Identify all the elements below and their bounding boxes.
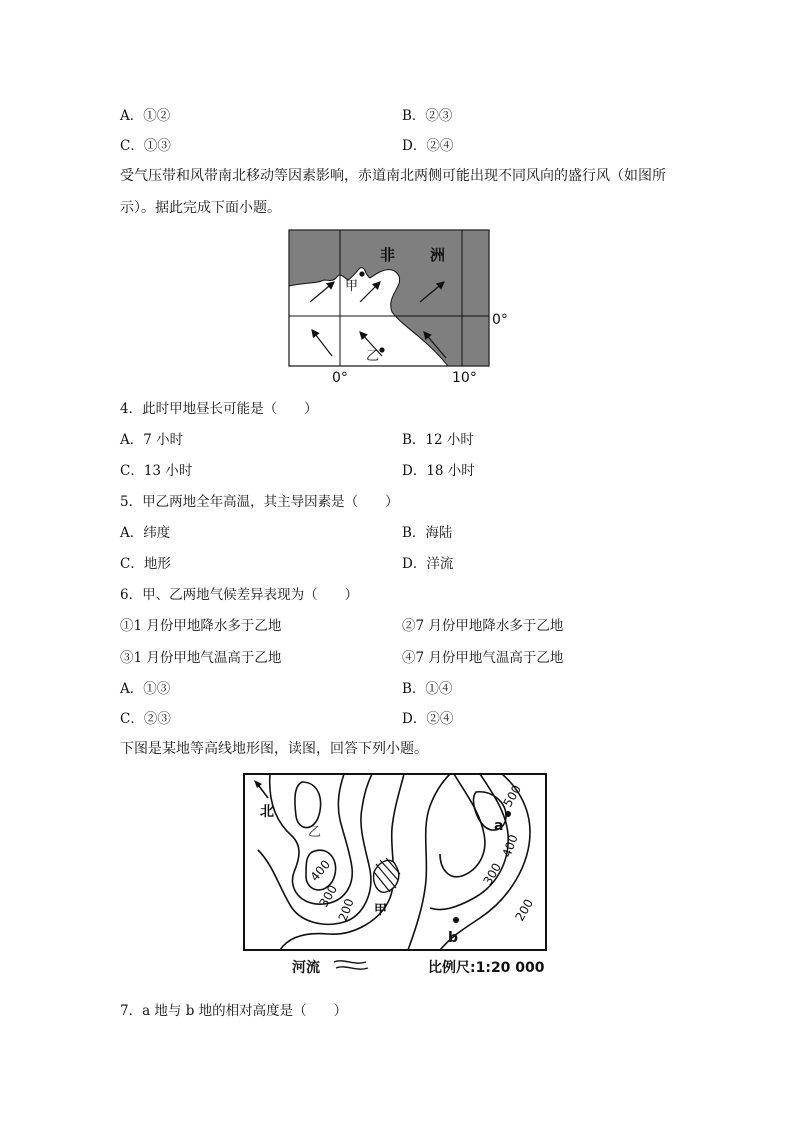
q5-stem: 5．甲乙两地全年高温，其主导因素是（ ）	[120, 494, 399, 510]
contour-label-400-left: 400	[307, 857, 334, 884]
passage1-line2: 示）。据此完成下面小题。	[120, 200, 281, 216]
river-legend-label: 河流	[292, 960, 320, 976]
q4-option-a: A．7 小时	[120, 432, 184, 448]
point-b-marker	[453, 917, 459, 923]
point-yi-marker	[379, 347, 384, 352]
label-lon-0: 0°	[332, 370, 348, 386]
q3-option-d: D．②④	[402, 138, 454, 154]
continent-label-fei: 非	[380, 246, 396, 264]
point-jia-marker	[359, 271, 364, 276]
label-point-b: b	[448, 930, 459, 946]
contour-label-500: 500	[500, 782, 525, 810]
q6-statement-1: ①1 月份甲地降水多于乙地	[120, 618, 282, 634]
continent-label-zhou: 洲	[430, 246, 446, 264]
q5-option-a: A．纬度	[120, 525, 171, 541]
q4-option-c: C．13 小时	[120, 463, 193, 479]
q4-option-d: D．18 小时	[402, 463, 475, 479]
point-a-marker	[505, 811, 511, 817]
q7-stem: 7．a 地与 b 地的相对高度是（ ）	[120, 1003, 348, 1019]
q4-option-b: B．12 小时	[402, 432, 474, 448]
label-jia: 甲	[374, 903, 388, 918]
label-jia: 甲	[345, 279, 359, 294]
q3-option-a: A．①②	[120, 108, 171, 124]
q3-option-b: B．②③	[402, 108, 453, 124]
passage2: 下图是某地等高线地形图，读图，回答下列小题。	[120, 741, 428, 757]
scale-label: 比例尺:1:20 000	[428, 960, 545, 976]
q3-option-c: C．①③	[120, 138, 171, 154]
label-yi: 乙	[366, 349, 380, 364]
q6-option-a: A．①③	[120, 681, 171, 697]
q4-stem: 4．此时甲地昼长可能是（ ）	[120, 401, 318, 417]
contour-label-400-right: 400	[499, 832, 521, 860]
q5-option-b: B．海陆	[402, 525, 453, 541]
passage1-line1: 受气压带和风带南北移动等因素影响，赤道南北两侧可能出现不同风向的盛行风（如图所	[120, 168, 666, 184]
africa-wind-map	[280, 228, 520, 388]
q5-option-d: D．洋流	[402, 556, 454, 572]
q6-option-d: D．②④	[402, 711, 454, 727]
q6-option-c: C．②③	[120, 711, 171, 727]
contour-label-300-right: 300	[480, 860, 505, 888]
q5-option-c: C．地形	[120, 556, 171, 572]
q6-stem: 6．甲、乙两地气候差异表现为（ ）	[120, 587, 359, 603]
label-lat-0: 0°	[492, 312, 508, 328]
q6-statement-4: ④7 月份甲地气温高于乙地	[402, 650, 564, 666]
q6-statement-2: ②7 月份甲地降水多于乙地	[402, 618, 564, 634]
contour-label-200-left: 200	[335, 896, 357, 924]
river-legend-symbol	[334, 961, 368, 969]
contour-label-300-left: 300	[316, 882, 341, 910]
north-label: 北	[260, 804, 274, 820]
q6-option-b: B．①④	[402, 681, 453, 697]
contour-map	[240, 772, 552, 980]
contour-label-200-right: 200	[512, 896, 537, 924]
label-point-a: a	[494, 818, 504, 834]
q6-statement-3: ③1 月份甲地气温高于乙地	[120, 650, 282, 666]
label-yi: 乙	[308, 825, 322, 840]
label-lon-10: 10°	[452, 370, 477, 386]
